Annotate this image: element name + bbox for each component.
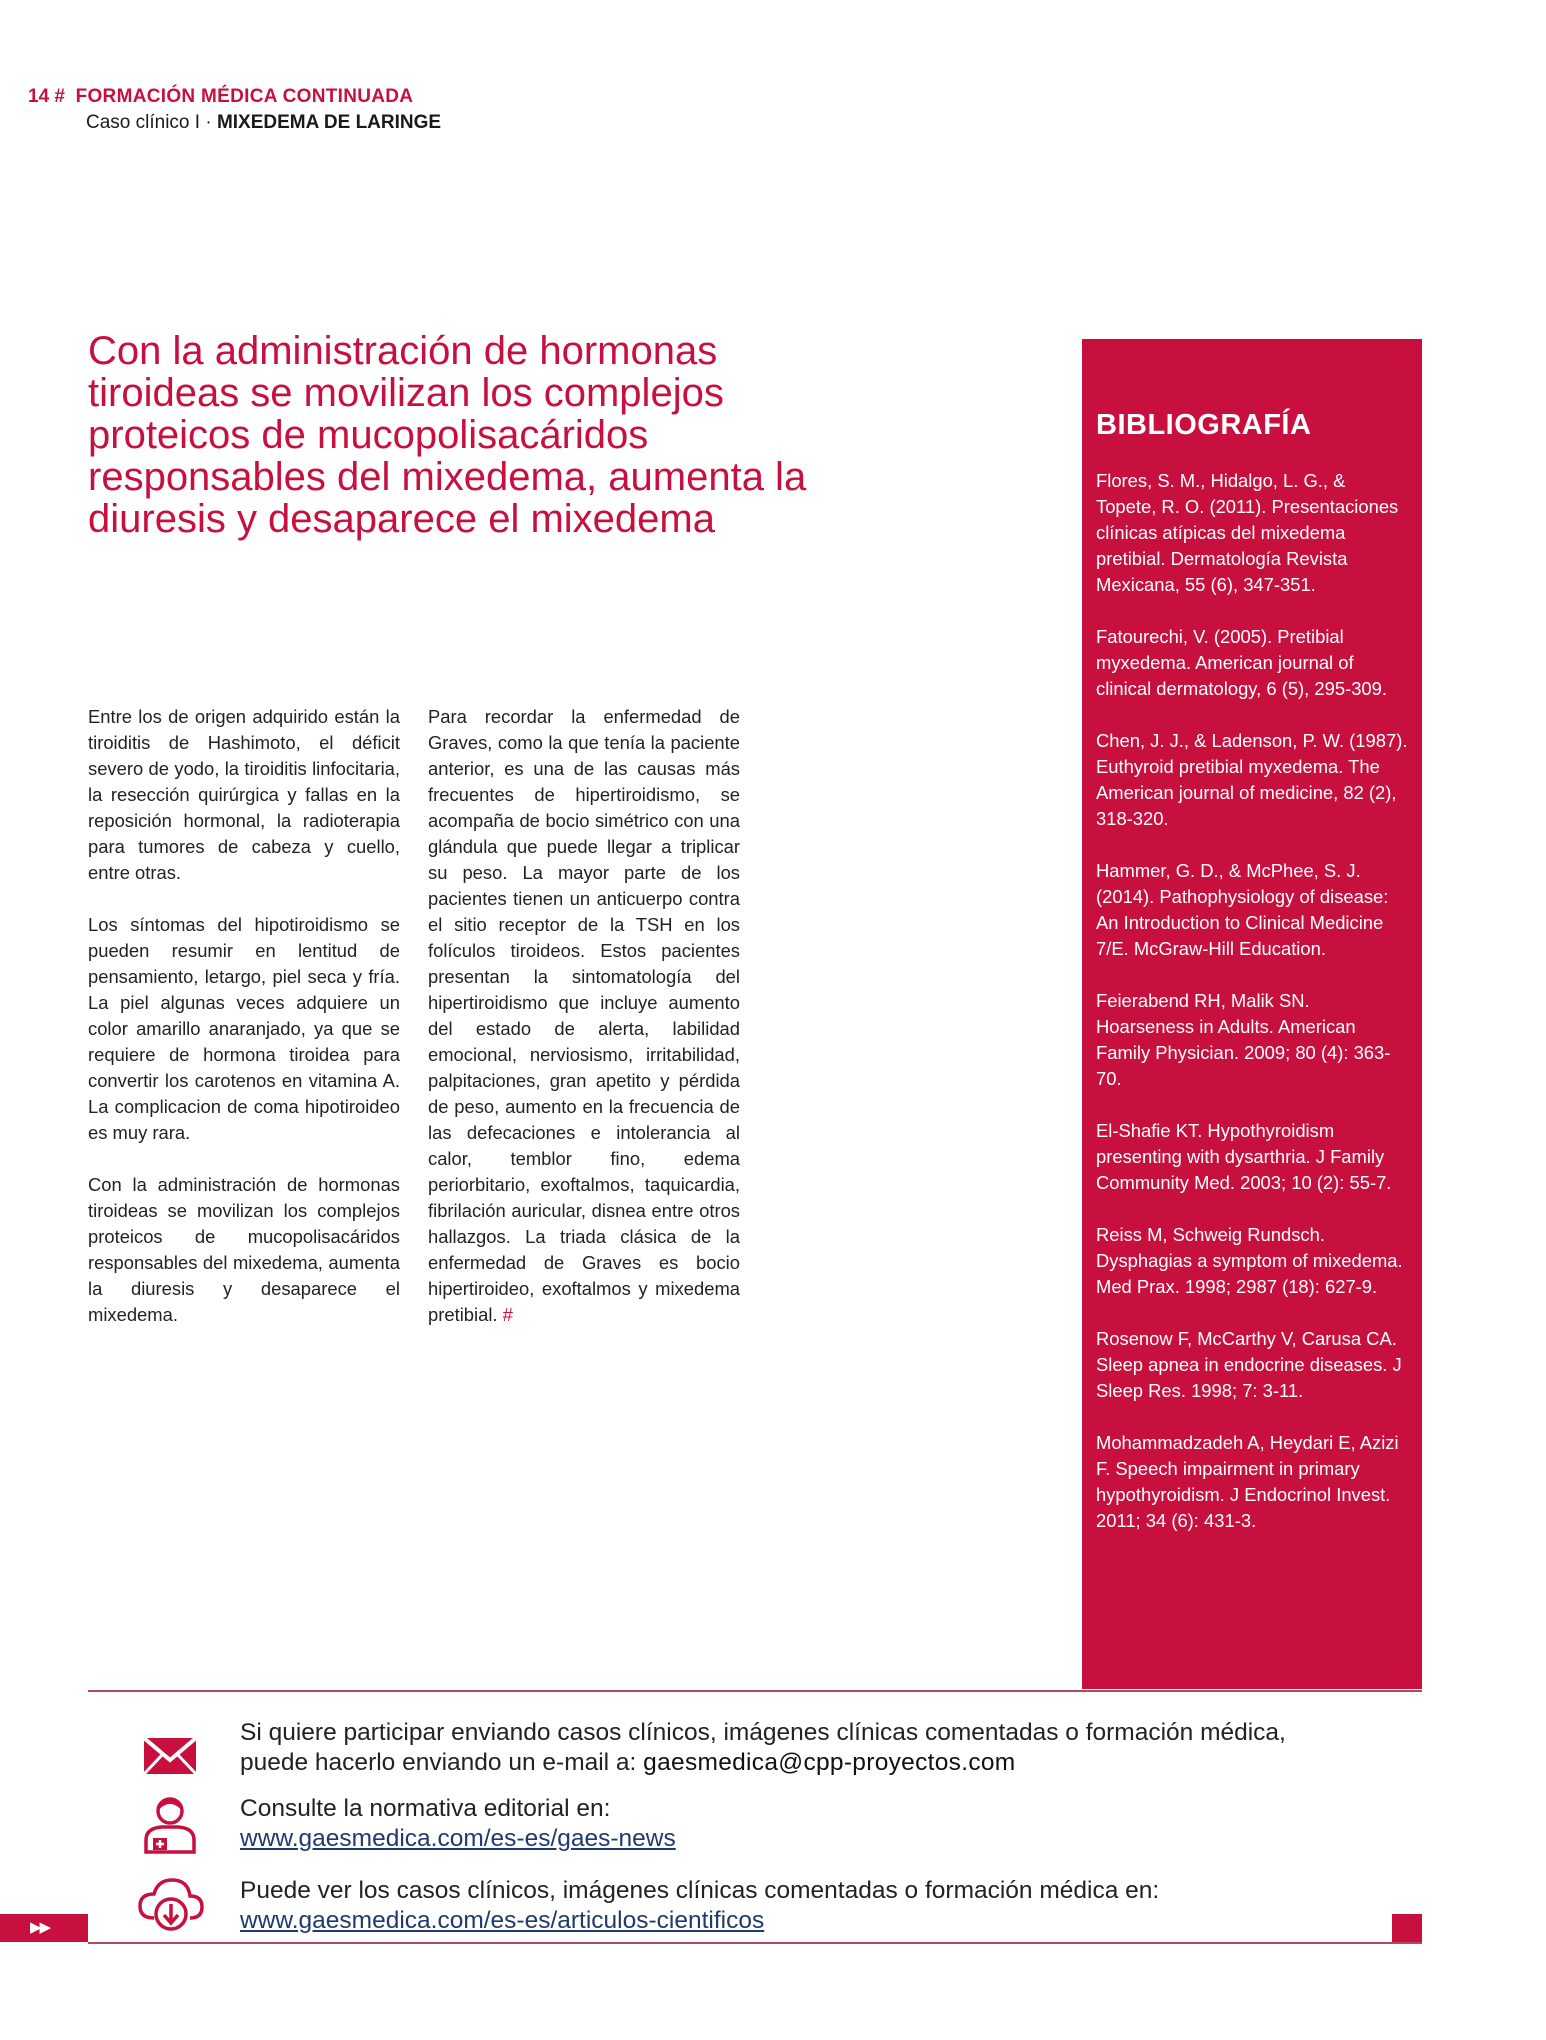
- normativa-link[interactable]: www.gaesmedica.com/es-es/gaes-news: [240, 1825, 676, 1852]
- end-mark: #: [502, 1304, 513, 1325]
- next-page-tab[interactable]: [1392, 1914, 1422, 1942]
- doctor-icon: [132, 1794, 208, 1854]
- paragraph: Los síntomas del hipotiroidismo se pueden resumir en lentitud de pensamiento, letargo, piel seca y fría. La piel algunas veces adquiere un color amarillo anaranjado, ya que se requiere de hormona tiroidea para convertir los carotenos en vitamina A. La complicacion de coma hipotiroideo es muy rara.: [88, 914, 400, 1143]
- footer-divider-top: [88, 1690, 1422, 1692]
- bibliography-ref: Rosenow F, McCarthy V, Carusa CA. Sleep apnea in endocrine diseases. J Sleep Res. 1998; 7: 3-11.: [1096, 1328, 1402, 1401]
- bibliography-ref: Fatourechi, V. (2005). Pretibial myxedema. American journal of clinical dermatology, 6 (5), 295-309.: [1096, 626, 1387, 699]
- subsection-prefix: Caso clínico I ·: [86, 112, 217, 133]
- bibliography-ref: Hammer, G. D., & McPhee, S. J. (2014). Pathophysiology of disease: An Introduction to Clinical Medicine 7/E. McGraw-Hill Education.: [1096, 860, 1389, 959]
- normativa-text: Consulte la normativa editorial en:: [240, 1795, 611, 1822]
- page-number: 14: [28, 86, 50, 107]
- paragraph-text: Para recordar la enfermedad de Graves, como la que tenía la paciente anterior, es una de las causas más frecuentes de hipertiroidismo, se acompaña de bocio simétrico con una glándula que puede llegar a triplicar su peso. La mayor parte de los pacientes tienen un anticuerpo contra el sitio receptor de la TSH en los folículos tiroideos. Estos pacientes presentan la sintomatología del hipertiroidismo que incluye aumento del estado de alerta, labilidad emocional, nerviosismo, irritabilidad, palpitaciones, gran apetito y pérdida de peso, aumento en la frecuencia de las defecaciones e intolerancia al calor, temblor fino, edema periorbitario, exoftalmos, taquicardia, fibrilación auricular, disnea entre otros hallazgos. La triada clásica de la enfermedad de Graves es bocio hipertiroideo, exoftalmos y mixedema pretibial.: [428, 706, 740, 1325]
- paragraph: [428, 704, 740, 1328]
- bibliography-title: BIBLIOGRAFÍA: [1096, 409, 1312, 441]
- email-link[interactable]: gaesmedica@cpp-proyectos.com: [643, 1749, 1016, 1776]
- envelope-icon: [132, 1724, 208, 1784]
- bibliography-ref: El-Shafie KT. Hypothyroidism presenting with dysarthria. J Family Community Med. 2003; 10 (2): 55-7.: [1096, 1120, 1392, 1193]
- cloud-download-icon: [132, 1874, 208, 1934]
- body-column-2: [428, 704, 740, 1354]
- casos-block: [240, 1876, 1410, 1936]
- bibliography-ref: Mohammadzadeh A, Heydari E, Azizi F. Speech impairment in primary hypothyroidism. J Endocrinol Invest. 2011; 34 (6): 431-3.: [1096, 1432, 1399, 1531]
- casos-link[interactable]: www.gaesmedica.com/es-es/articulos-cientificos: [240, 1907, 765, 1934]
- bibliography-ref: Flores, S. M., Hidalgo, L. G., & Topete, R. O. (2011). Presentaciones clínicas atípicas del mixedema pretibial. Dermatología Revista Mexicana, 55 (6), 347-351.: [1096, 470, 1399, 595]
- email-invite-line1: Si quiere participar enviando casos clínicos, imágenes clínicas comentadas o formación médica,: [240, 1719, 1286, 1746]
- paragraph: Entre los de origen adquirido están la tiroiditis de Hashimoto, el déficit severo de yodo, la tiroiditis linfocitaria, la resección quirúrgica y fallas en la reposición hormonal, la radioterapia para tumores de cabeza y cuello, entre otras.: [88, 706, 400, 883]
- pull-quote: Con la administración de hormonas tiroideas se movilizan los complejos proteicos de mucopolisacáridos responsables del mixedema, aumenta la diuresis y desaparece el mixedema: [88, 329, 807, 541]
- bibliography-ref: Chen, J. J., & Ladenson, P. W. (1987). Euthyroid pretibial myxedema. The American journal of medicine, 82 (2), 318-320.: [1096, 730, 1408, 829]
- footer-divider-bottom: [88, 1942, 1422, 1944]
- bibliography-ref: Feierabend RH, Malik SN. Hoarseness in Adults. American Family Physician. 2009; 80 (4): 363-70.: [1096, 990, 1391, 1089]
- casos-text: Puede ver los casos clínicos, imágenes clínicas comentadas o formación médica en:: [240, 1877, 1160, 1904]
- page-hash: #: [54, 86, 65, 107]
- body-column-1: [88, 704, 400, 1354]
- running-head: [28, 84, 441, 136]
- section-title: FORMACIÓN MÉDICA CONTINUADA: [75, 86, 414, 107]
- bibliography-ref: Reiss M, Schweig Rundsch. Dysphagias a symptom of mixedema. Med Prax. 1998; 2987 (18): 627-9.: [1096, 1224, 1403, 1297]
- subsection-title: MIXEDEMA DE LARINGE: [216, 112, 442, 133]
- email-invite: [240, 1718, 1410, 1778]
- bibliography-panel: [1082, 339, 1422, 1689]
- email-invite-line2: puede hacerlo enviando un e-mail a:: [240, 1749, 644, 1776]
- prev-page-tab[interactable]: ▶▶: [0, 1914, 88, 1942]
- paragraph: Con la administración de hormonas tiroideas se movilizan los complejos proteicos de mucopolisacáridos responsables del mixedema, aumenta la diuresis y desaparece el mixedema.: [88, 1174, 400, 1325]
- normativa-block: [240, 1794, 1410, 1854]
